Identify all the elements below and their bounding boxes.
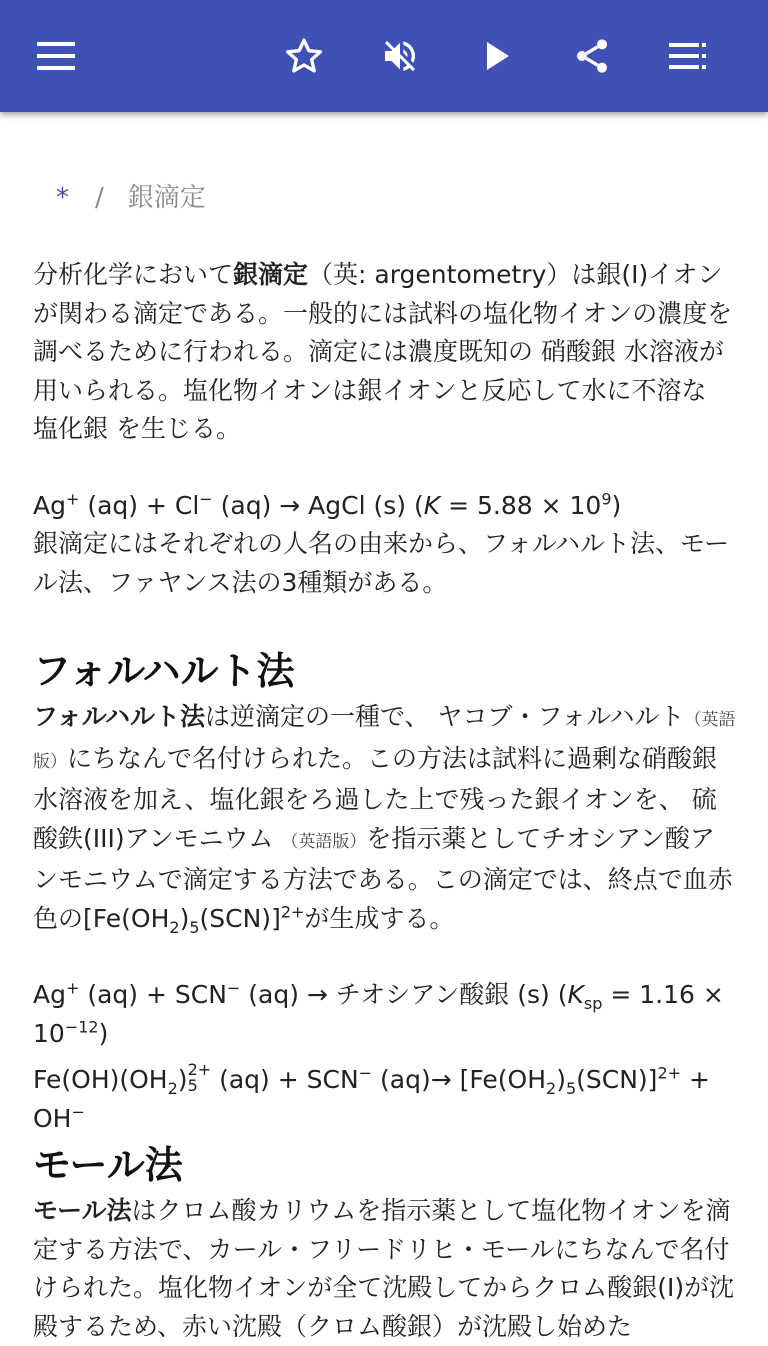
eq3-part: + OH [33,1065,710,1133]
volhard-text-6: が生成する。 [304,903,455,933]
favorite-button[interactable] [278,30,330,82]
app-bar [0,0,768,112]
eq3-part: ) [177,1065,188,1094]
intro-term: 銀滴定 [233,260,309,289]
volhard-sup: 2+ [280,902,305,922]
volhard-text-5: (SCN)] [199,903,281,933]
eq2-part: ) [98,1018,109,1048]
playlist-icon [669,43,707,69]
breadcrumb [33,160,738,236]
eq3-part: (SCN)] [576,1065,658,1094]
intro-lead: 分析化学において [33,260,234,289]
eq3-part: Fe(OH)(OH [33,1065,168,1094]
eq2-k-sub: sp [583,994,603,1013]
eq2-part: (aq) → チオシアン酸銀 (s) ( [240,980,568,1009]
breadcrumb-current: 銀滴定 [127,183,206,213]
eq1-value: = 5.88 × 10 [440,490,602,520]
volhard-sub: 2 [169,917,180,937]
eq1-k: K [423,490,441,520]
volhard-heading: フォルハルト法 [33,649,295,693]
eq3-sub: 2 [167,1079,178,1098]
eq3-part: ) [556,1065,566,1094]
volhard-text-1: は逆滴定の一種で、 ヤコブ・フォルハルト [205,702,685,731]
menu-icon [37,42,75,70]
equation-1 [33,487,738,526]
volhard-text-2: にちなんで名付けられた。この方法は試料に過剰な硝酸銀水溶液を加え、塩化銀をろ過した上で残った銀イオンを、 硫酸鉄(III)アンモニウム [33,743,718,853]
table-of-contents-button[interactable] [662,30,714,82]
english-version-link[interactable]: （英語版） [33,710,736,772]
share-icon [572,35,612,77]
intro-rest: （英: argentometry）は銀(I)イオンが関わる滴定である。一般的には試料の塩化物イオンの濃度を調べるために行われる。滴定には濃度既知の 硝酸銀 水溶液が用いられる。塩化物イオンは銀イオンと反応して水に不溶な 塩化銀 を生じる。 [33,260,733,443]
eq2-sup: − [226,978,241,998]
eq3-sup: 2+ [657,1063,682,1083]
eq2-part: Ag [33,980,66,1009]
eq3-sup: − [358,1063,373,1083]
eq2-part: = 1.16 × 10 [33,980,724,1048]
eq3-sub: 5 [187,1076,198,1095]
volume-off-icon [380,36,420,76]
eq1-cl-charge: − [199,489,213,509]
mohr-heading: モール法 [33,1143,183,1187]
eq3-sup: − [71,1102,85,1122]
methods-paragraph: 銀滴定にはそれぞれの人名の由来から、フォルハルト法、モール法、ファヤンス法の3種類がある。 [33,529,730,597]
eq2-k: K [567,980,584,1009]
eq3-supsub [188,1062,212,1094]
star-outline-icon [284,36,324,76]
eq3-part: (aq) + SCN [211,1065,359,1094]
breadcrumb-root-link[interactable]: * [56,183,69,213]
mohr-term: モール法 [33,1196,132,1225]
eq3-part: (aq)→ [Fe(OH [372,1065,546,1094]
article-content [33,160,738,1346]
eq3-sub: 2 [546,1079,557,1098]
play-icon [483,40,513,72]
eq2-exp: −12 [64,1017,99,1037]
eq3-sub: 5 [565,1079,577,1098]
breadcrumb-separator: / [95,183,104,213]
play-button[interactable] [472,30,524,82]
mohr-paragraph [33,1192,738,1346]
equation-3 [33,1061,738,1138]
volhard-text-4: ) [179,903,190,933]
eq2-sup: + [65,978,80,998]
intro-paragraph [33,256,738,449]
eq2-part: (aq) + SCN [79,980,227,1009]
mute-button[interactable] [374,30,426,82]
volhard-paragraph [33,698,738,938]
volhard-term: フォルハルト法 [33,702,206,731]
eq1-rest: (aq) → AgCl (s) ( [212,490,424,520]
eq1-ag: Ag [33,490,66,520]
eq1-ag-charge: + [65,489,80,509]
menu-button[interactable] [30,30,82,82]
mohr-text: はクロム酸カリウムを指示薬として塩化物イオンを滴定する方法で、カール・フリードリヒ・モールにちなんで名付けられた。塩化物イオンが全て沈殿してからクロム酸銀(I)が沈殿するため、赤い沈殿（クロム酸銀）が沈殿し始めた [33,1196,735,1341]
eq1-close: ) [611,490,622,520]
volhard-text-3: を指示薬としてチオシアン酸アンモニウムで滴定する方法である。この滴定では、終点で血赤色の[Fe(OH [33,823,733,933]
equation-2 [33,976,738,1053]
english-version-link[interactable]: （英語版） [281,831,367,852]
share-button[interactable] [566,30,618,82]
volhard-sub: 5 [189,917,200,937]
eq1-aq: (aq) + Cl [79,490,200,520]
eq1-exp: 9 [601,489,612,509]
eq3-sup: 2+ [187,1060,212,1079]
